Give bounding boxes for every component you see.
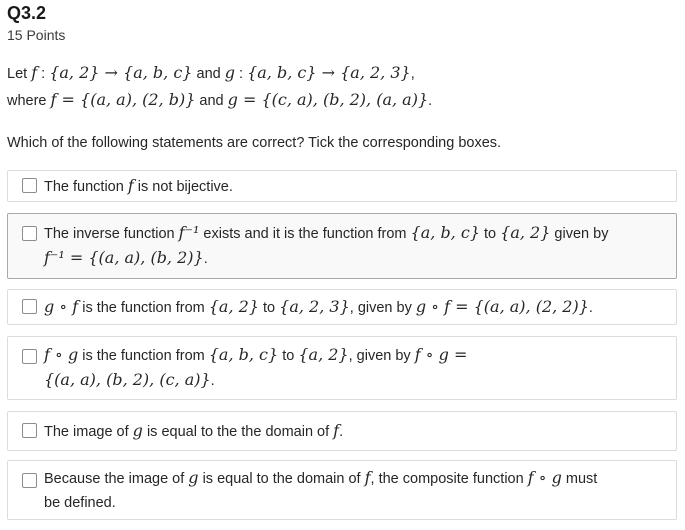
checkbox[interactable] bbox=[22, 226, 37, 241]
text-run: . bbox=[588, 299, 593, 316]
text-run: must bbox=[561, 470, 598, 487]
text-run: is equal to the domain of bbox=[198, 470, 365, 487]
option-not-bijective[interactable] bbox=[7, 170, 677, 202]
option-text bbox=[44, 295, 593, 320]
checkbox[interactable] bbox=[22, 473, 37, 488]
text-run: The image of bbox=[44, 423, 133, 440]
option-inverse-function[interactable] bbox=[7, 213, 677, 279]
text-run: given by bbox=[550, 226, 609, 242]
text-run: is the function from bbox=[78, 299, 209, 316]
text-run: is equal to the the domain of bbox=[142, 423, 334, 440]
math-expression: g bbox=[132, 420, 143, 440]
option-f-compose-g[interactable] bbox=[7, 336, 677, 400]
option-text bbox=[44, 466, 597, 515]
math-expression: f bbox=[333, 420, 340, 440]
text-run: The function bbox=[44, 178, 128, 195]
text-run: exists and it is the function from bbox=[199, 226, 411, 242]
prompt-line-2 bbox=[7, 87, 677, 114]
math-expression: g ∘ f bbox=[44, 296, 79, 316]
text-run: , given by bbox=[348, 348, 415, 364]
math-expression: {(a, a), (b, 2), (c, a)} bbox=[44, 370, 211, 389]
text-run: is not bijective. bbox=[133, 178, 233, 195]
option-text bbox=[44, 419, 343, 444]
text-run: is the function from bbox=[78, 348, 209, 364]
text-run: to bbox=[278, 348, 299, 364]
text-run: . bbox=[339, 423, 344, 440]
option-text bbox=[44, 343, 467, 393]
option-text bbox=[44, 174, 233, 199]
text-run: to bbox=[259, 299, 280, 316]
checkbox[interactable] bbox=[22, 178, 37, 193]
text-run: to bbox=[480, 226, 501, 242]
math-expression: {a, 2} bbox=[500, 223, 551, 242]
text-run: be defined. bbox=[44, 494, 116, 511]
math-expression: f ∘ g bbox=[44, 345, 79, 364]
text-run: where bbox=[7, 93, 51, 109]
text-run: , given by bbox=[349, 299, 416, 316]
checkbox[interactable] bbox=[22, 299, 37, 314]
math-expression: g ∘ f = {(a, a), (2, 2)} bbox=[415, 296, 589, 316]
question-points: 15 Points bbox=[7, 27, 66, 43]
prompt-line-1 bbox=[7, 60, 677, 87]
option-g-compose-f[interactable] bbox=[7, 289, 677, 325]
text-run: and bbox=[192, 66, 225, 82]
math-expression: f = {(a, a), (2, b)} bbox=[50, 90, 196, 109]
math-expression: {a, b, c} → {a, 2, 3} bbox=[247, 63, 411, 82]
math-expression: {a, b, c} bbox=[410, 223, 480, 242]
text-run: , bbox=[410, 66, 415, 82]
math-expression: f ∘ g bbox=[527, 467, 562, 487]
text-run: , the composite function bbox=[370, 470, 528, 487]
text-run: Let bbox=[7, 66, 32, 82]
math-expression: g = {(c, a), (b, 2), (a, a)} bbox=[227, 90, 429, 109]
question-title: Q3.2 bbox=[7, 3, 47, 23]
math-expression: {a, b, c} bbox=[208, 345, 279, 364]
math-expression: f bbox=[364, 467, 371, 487]
instruction-text: Which of the following statements are correct? Tick the corresponding boxes. bbox=[7, 135, 502, 151]
math-expression: {a, 2, 3} bbox=[279, 296, 350, 316]
question-prompt bbox=[7, 60, 677, 114]
option-text bbox=[44, 221, 608, 271]
text-run: Because the image of bbox=[44, 470, 189, 487]
math-expression: f⁻¹ = {(a, a), (b, 2)} bbox=[44, 248, 204, 267]
math-expression: g bbox=[188, 467, 199, 487]
math-expression: {a, 2} → {a, b, c} bbox=[49, 63, 193, 82]
option-composite-defined[interactable] bbox=[7, 460, 677, 520]
text-run: . bbox=[210, 373, 215, 389]
text-run: The inverse function bbox=[44, 226, 179, 242]
math-expression: g bbox=[224, 63, 235, 82]
text-run: . bbox=[428, 93, 433, 109]
math-expression: f ∘ g = bbox=[414, 345, 468, 364]
checkbox[interactable] bbox=[22, 349, 37, 364]
math-expression: f⁻¹ bbox=[178, 223, 200, 242]
text-run: . bbox=[203, 251, 208, 267]
text-run: : bbox=[37, 66, 50, 82]
text-run: : bbox=[234, 66, 248, 82]
math-expression: {a, 2} bbox=[208, 296, 259, 316]
math-expression: f bbox=[31, 63, 38, 82]
text-run: and bbox=[195, 93, 228, 109]
option-image-of-g[interactable] bbox=[7, 411, 677, 451]
math-expression: {a, 2} bbox=[298, 345, 349, 364]
checkbox[interactable] bbox=[22, 423, 37, 438]
math-expression: f bbox=[127, 175, 134, 195]
